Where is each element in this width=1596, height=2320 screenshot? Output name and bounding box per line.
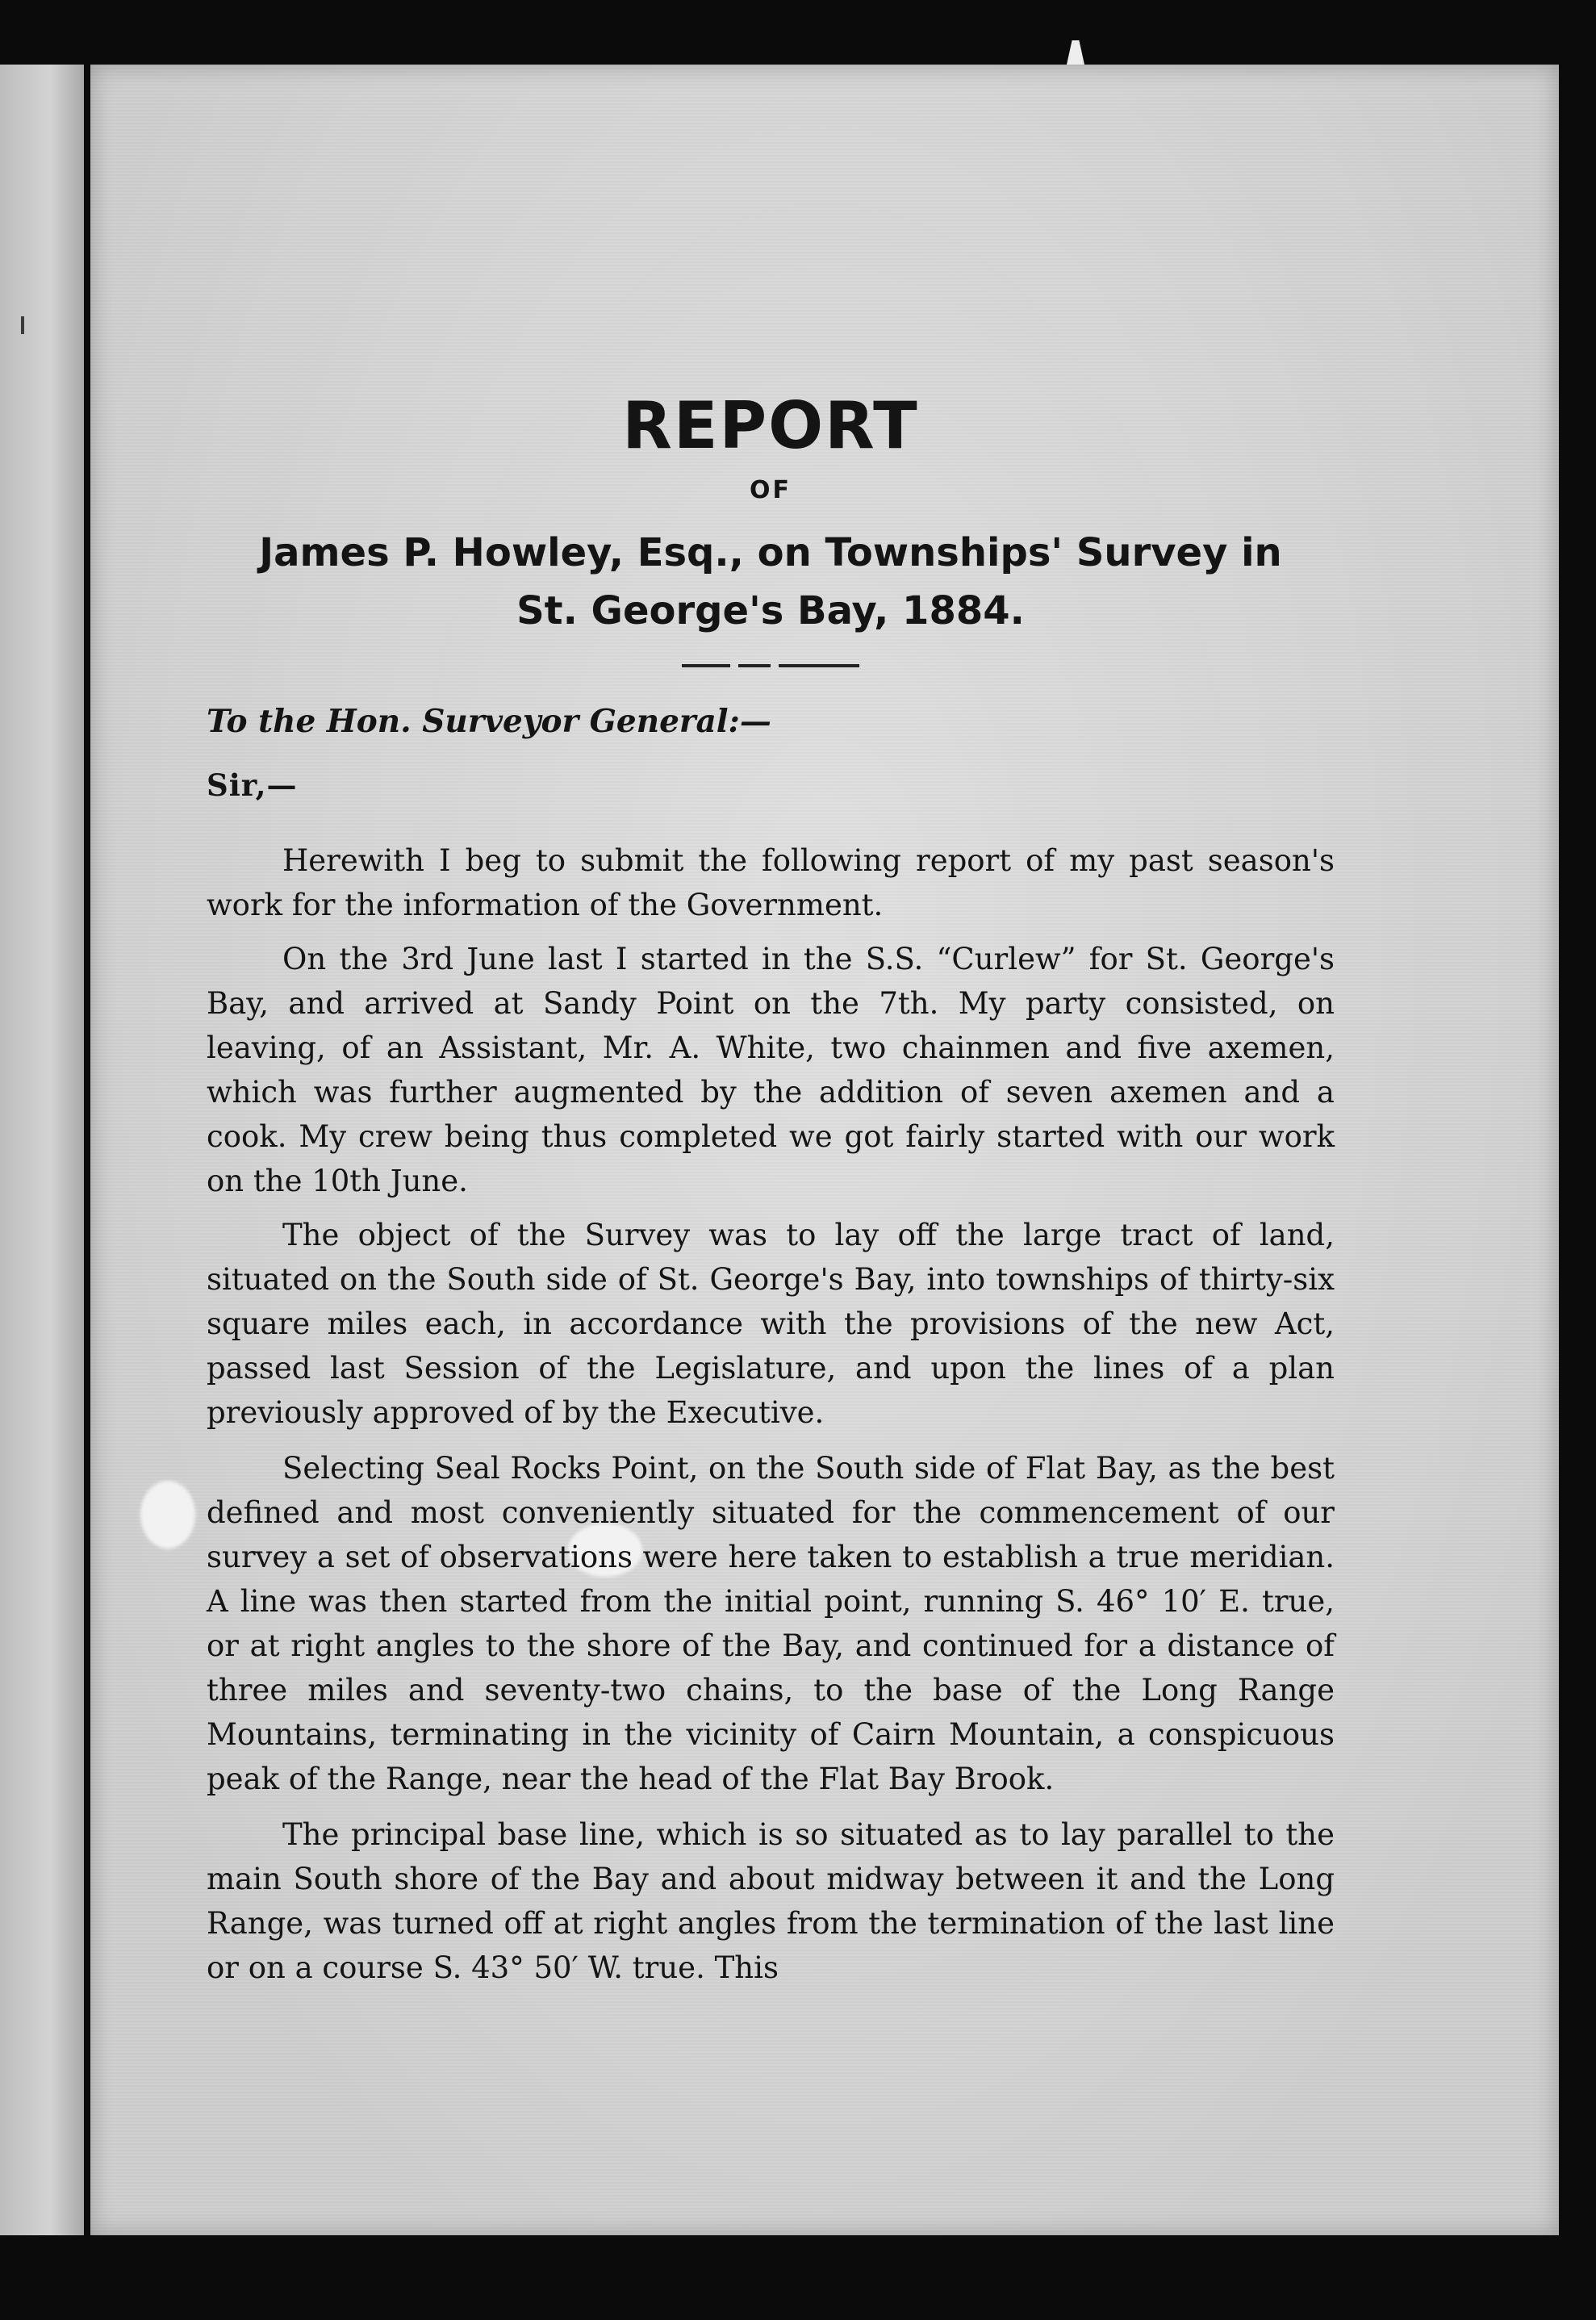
scan-artifact	[1067, 40, 1084, 65]
salutation: To the Hon. Surveyor General:—	[207, 703, 771, 740]
greeting: Sir,—	[207, 767, 298, 803]
previous-page-edge	[0, 65, 84, 2235]
document-body	[207, 387, 1335, 2000]
title-divider	[207, 664, 1335, 667]
report-of: OF	[750, 476, 792, 504]
paper-stain	[140, 1481, 195, 1549]
paragraph-2: On the 3rd June last I started in the S.S. “Curlew” for St. George's Bay, and arrived at Sandy Point on the 7th. My party consisted, on leaving, of an Assistant, Mr. A. White, two chainmen and five axemen, which was further augmented by the addition of seven axemen and a cook. My crew being thus completed we got fairly started with our work on the 10th June.	[207, 942, 1335, 1198]
paragraph-3: The object of the Survey was to lay off the large tract of land, situated on the South side of St. George's Bay, into townships of thirty-six square miles each, in accordance with the provisions of the new Act, passed last Session of the Legislature, and upon the lines of a plan previously approved of by the Executive.	[207, 1218, 1335, 1430]
report-subtitle-line-2: St. George's Bay, 1884.	[516, 588, 1025, 633]
paragraph-5: The principal base line, which is so situated as to lay parallel to the main South shore of the Bay and about midway between it and the Long Range, was turned off at right angles from the termination of the last line or on a course S. 43° 50′ W. true. This	[207, 1817, 1335, 1985]
report-title: REPORT	[622, 388, 919, 463]
paragraph-1: Herewith I beg to submit the following report of my past season's work for the information of the Government.	[207, 843, 1335, 922]
report-subtitle-line-1: James P. Howley, Esq., on Townships' Survey in	[259, 530, 1282, 575]
paragraph-4: Selecting Seal Rocks Point, on the South side of Flat Bay, as the best defined and most conveniently situated for the commencement of our survey a set of observations were here taken to establish a true meridian. A line was then started from the initial point, running S. 46° 10′ E. true, or at right angles to the shore of the Bay, and continued for a distance of three miles and seventy-two chains, to the base of the Long Range Mountains, terminating in the vicinity of Cairn Mountain, a conspicuous peak of the Range, near the head of the Flat Bay Brook.	[207, 1451, 1335, 1796]
page-edge-mark	[21, 316, 24, 334]
